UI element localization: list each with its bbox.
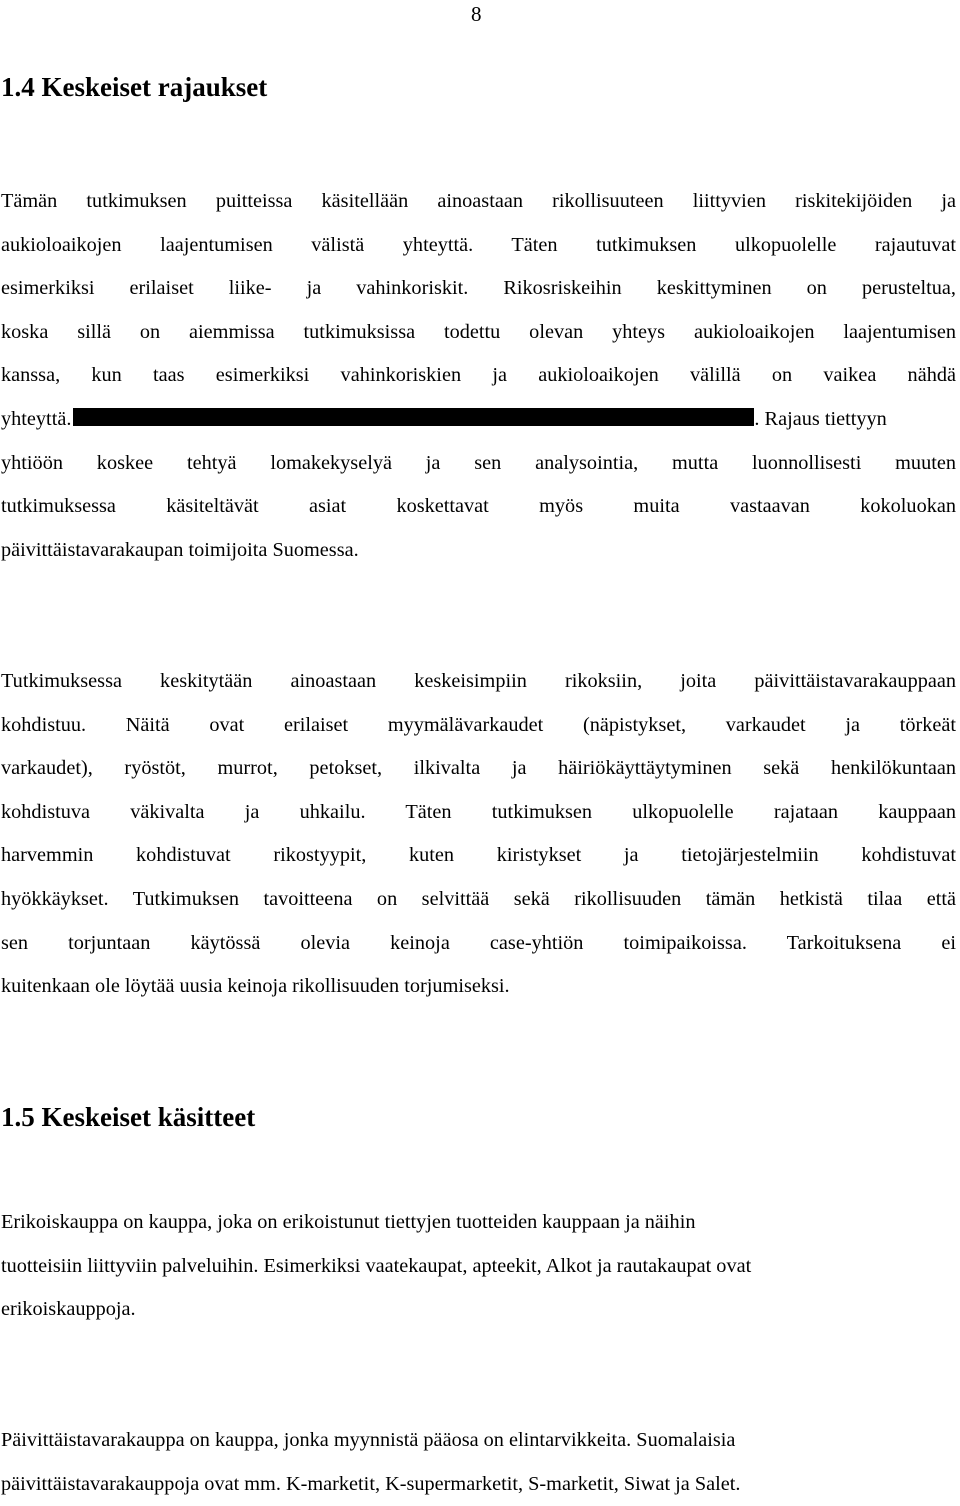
paragraph-erikoiskauppa	[1, 1201, 956, 1332]
redaction-bar	[73, 408, 754, 426]
text-line: tuotteisiin liittyviin palveluihin. Esimerkiksi vaatekaupat, apteekit, Alkot ja rautakaupat ovat	[1, 1254, 752, 1277]
text-line: kohdistuu. Näitä ovat erilaiset myymälävarkaudet (näpistykset, varkaudet ja törkeät	[1, 713, 956, 736]
section-heading-rajaukset: 1.4 Keskeiset rajaukset	[1, 72, 268, 102]
text-line: sen torjuntaan käytössä olevia keinoja case-yhtiön toimipaikoissa. Tarkoituksena ei	[1, 931, 956, 954]
paragraph-paivittaistavarakauppa	[1, 1419, 956, 1506]
section-heading-kasitteet: 1.5 Keskeiset käsitteet	[1, 1102, 256, 1132]
text-line: päivittäistavarakauppoja ovat mm. K-marketit, K-supermarketit, S-marketit, Siwat ja Salet.	[1, 1472, 741, 1495]
paragraph-rajaukset-2	[1, 660, 956, 1009]
text-fragment: yhteyttä.	[1, 407, 72, 430]
text-line: varkaudet), ryöstöt, murrot, petokset, ilkivalta ja häiriökäyttäytyminen sekä henkilökuntaan	[1, 757, 956, 780]
text-line: Erikoiskauppa on kauppa, joka on erikoistunut tiettyjen tuotteiden kauppaan ja näihin	[1, 1211, 696, 1233]
text-fragment: . Rajaus tiettyyn	[754, 407, 887, 430]
text-line: Tämän tutkimuksen puitteissa käsitellään ainoastaan rikollisuuteen liittyvien riskitekijöiden ja	[1, 190, 956, 212]
text-line: kuitenkaan ole löytää uusia keinoja rikollisuuden torjumiseksi.	[1, 975, 510, 998]
paragraph-rajaukset-1	[1, 180, 956, 572]
text-line: koska sillä on aiemmissa tutkimuksissa todettu olevan yhteys aukioloaikojen laajentumisen	[1, 320, 956, 343]
text-line: aukioloaikojen laajentumisen välistä yhteyttä. Täten tutkimuksen ulkopuolelle rajautuvat	[1, 233, 956, 256]
text-line: Tutkimuksessa keskitytään ainoastaan keskeisimpiin rikoksiin, joita päivittäistavarakauppaan	[1, 670, 956, 692]
text-line: yhtiöön koskee tehtyä lomakekyselyä ja sen analysointia, mutta luonnollisesti muuten	[1, 451, 956, 474]
text-line: Päivittäistavarakauppa on kauppa, jonka myynnistä pääosa on elintarvikkeita. Suomalaisia	[1, 1429, 736, 1451]
text-line: esimerkiksi erilaiset liike- ja vahinkoriskit. Rikosriskeihin keskittyminen on perusteltua,	[1, 277, 956, 300]
text-line: erikoiskauppoja.	[1, 1298, 136, 1321]
text-line-with-redaction	[1, 398, 956, 442]
page-number: 8	[471, 2, 482, 26]
text-line: hyökkäykset. Tutkimuksen tavoitteena on selvittää sekä rikollisuuden tämän hetkistä tilaa että	[1, 887, 956, 910]
text-line: päivittäistavarakaupan toimijoita Suomessa.	[1, 538, 359, 561]
text-line: tutkimuksessa käsiteltävät asiat koskettavat myös muita vastaavan kokoluokan	[1, 495, 956, 518]
text-line: harvemmin kohdistuvat rikostyypit, kuten kiristykset ja tietojärjestelmiin kohdistuvat	[1, 844, 956, 867]
text-line: kohdistuva väkivalta ja uhkailu. Täten tutkimuksen ulkopuolelle rajataan kauppaan	[1, 800, 956, 823]
text-line: kanssa, kun taas esimerkiksi vahinkoriskien ja aukioloaikojen välillä on vaikea nähdä	[1, 364, 956, 387]
